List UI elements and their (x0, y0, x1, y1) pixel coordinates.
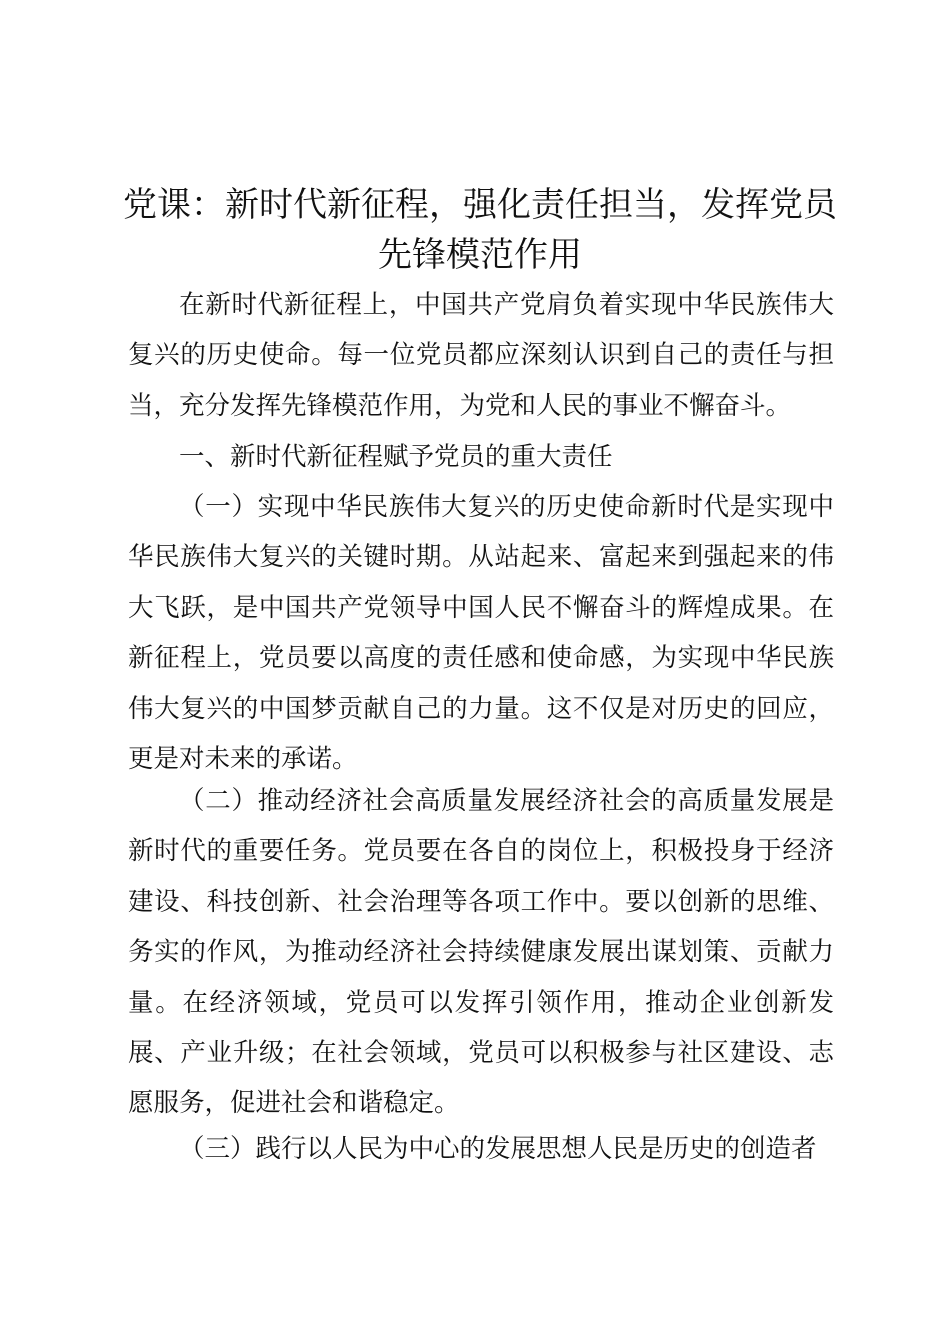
intro-paragraph: 在新时代新征程上，中国共产党肩负着实现中华民族伟大复兴的历史使命。每一位党员都应深刻认识到自己的责任与担当，充分发挥先锋模范作用，为党和人民的事业不懈奋斗。 (128, 290, 834, 421)
subsection-paragraph-1: （一）实现中华民族伟大复兴的历史使命新时代是实现中华民族伟大复兴的关键时期。从站起来、富起来到强起来的伟大飞跃，是中国共产党领导中国人民不懈奋斗的辉煌成果。在新征程上，党员要以高度的责任感和使命感，为实现中华民族伟大复兴的中国梦贡献自己的力量。这不仅是对历史的回应，更是对未来的承诺。 (128, 492, 834, 775)
subsection-paragraph-2: （二）推动经济社会高质量发展经济社会的高质量发展是新时代的重要任务。党员要在各自的岗位上，积极投身于经济建设、科技创新、社会治理等各项工作中。要以创新的思维、务实的作风，为推动经济社会持续健康发展出谋划策、贡献力量。在经济领域，党员可以发挥引领作用，推动企业创新发展、产业升级；在社会领域，党员可以积极参与社区建设、志愿服务，促进社会和谐稳定。 (128, 786, 834, 1119)
subsection-paragraph-3: （三）践行以人民为中心的发展思想人民是历史的创造者 (179, 1134, 817, 1164)
document-title: 党课：新时代新征程，强化责任担当，发挥党员先锋模范作用 (123, 185, 837, 275)
section-heading-1: 一、新时代新征程赋予党员的重大责任 (179, 442, 613, 472)
